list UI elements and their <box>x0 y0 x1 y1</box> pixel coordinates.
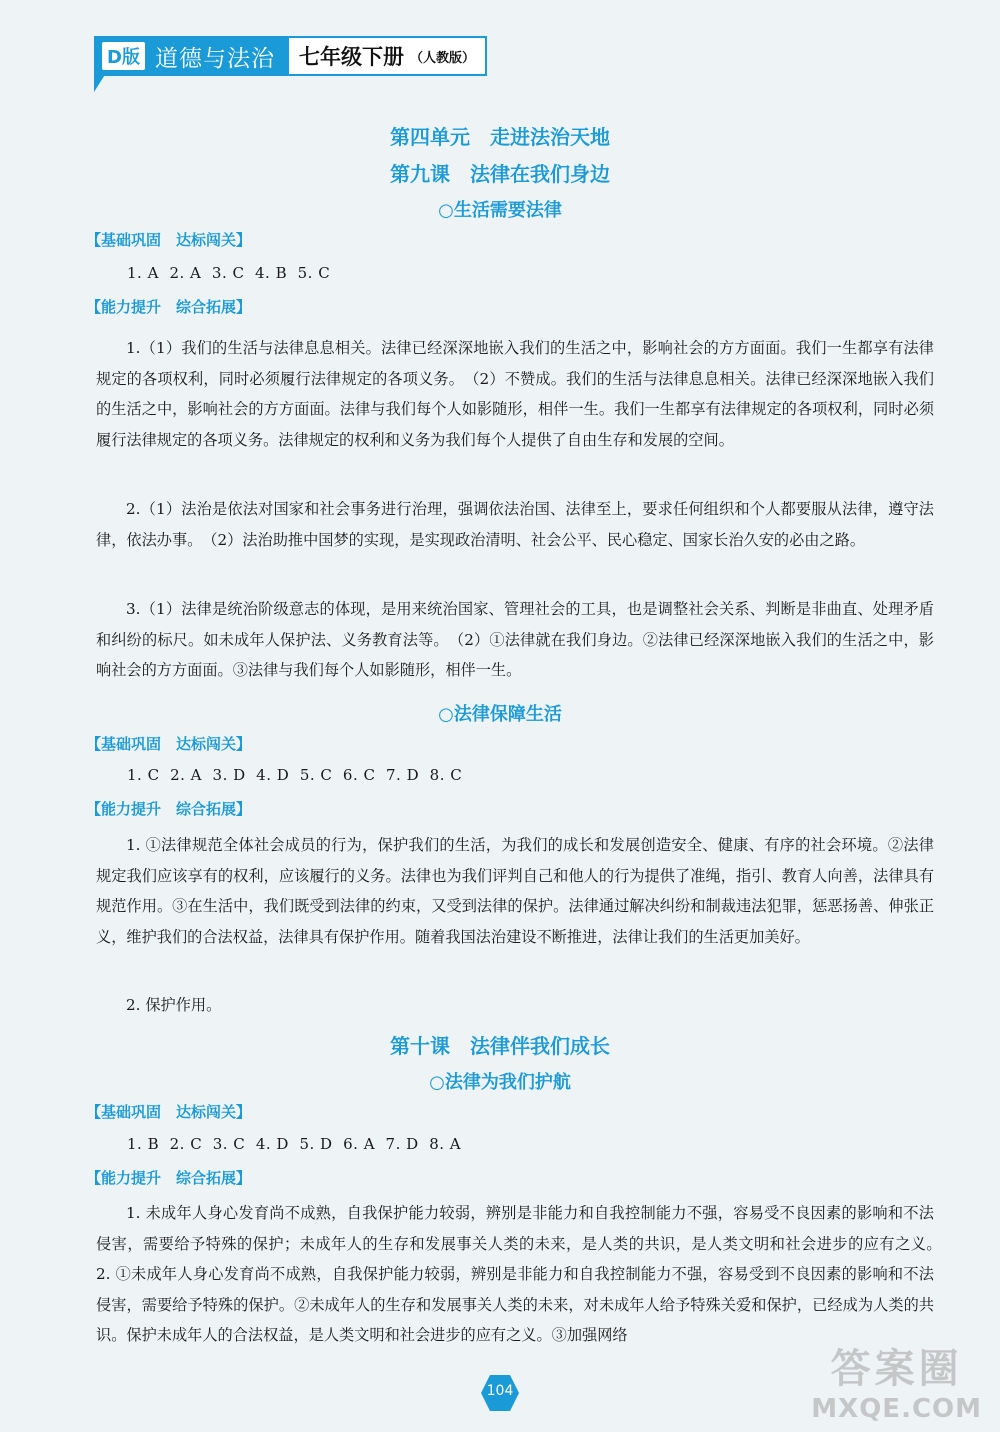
section-2-title: ○法律保障生活 <box>438 704 562 725</box>
section-3-paragraph-1: 1. 未成年人身心发育尚不成熟，自我保护能力较弱，辨别是非能力和自我控制能力不强，容易受不良因素的影响和不法侵害，需要给予特殊的保护；未成年人的生存和发展事关人类的未来，是人类的共识，是人类文明和社会进步的应有之义。 2. ①未成年人身心发育尚不成熟，自我保护能力较弱，辨别是非能力和自我控制能力不强，容易受到不良因素的影响和不法侵害，需要给予特殊的保护。②未成年人的生存和发展事关人类的未来，对未成年人给予特殊关爱和保护，已经成为人类的共识。保护未成年人的合法权益，是人类文明和社会进步的应有之义。③加强网络 <box>96 1204 950 1344</box>
page-number: 104 <box>486 1383 514 1399</box>
subject-title: 道德与法治 <box>154 45 275 72</box>
section-1-advanced-tag: 【能力提升 综合拓展】 <box>86 298 252 316</box>
section-3-basic-tag: 【基础巩固 达标闯关】 <box>86 1103 252 1121</box>
section-2-advanced-tag: 【能力提升 综合拓展】 <box>86 800 252 818</box>
grade-title: 七年级下册 <box>298 45 404 69</box>
section-1-paragraph-1: 1.（1）我们的生活与法律息息相关。法律已经深深地嵌入我们的生活之中，影响社会的方方面面。我们一生都享有法律规定的各项权利，同时必须履行法律规定的各项义务。 （2）不赞成。我们的生活与法律息息相关。法律已经深深地嵌入我们的生活之中，影响社会的方方面面。法律与我们每个人如影随形，相伴一生。我们一生都享有法律规定的各项权利，同时必须履行法律规定的各项义务。法律规定的权利和义务为我们每个人提供了自由生存和发展的空间。 <box>96 339 934 449</box>
section-1-paragraph-2: 2.（1）法治是依法对国家和社会事务进行治理，强调依法治国、法律至上，要求任何组织和个人都要服从法律，遵守法律，依法办事。 （2）法治助推中国梦的实现，是实现政治清明、社会公平、民心稳定、国家长治久安的必由之路。 <box>96 500 934 549</box>
section-3-advanced-tag: 【能力提升 综合拓展】 <box>86 1169 252 1187</box>
header-white-block <box>289 36 487 76</box>
section-1-title: ○生活需要法律 <box>438 200 562 221</box>
section-2-answers: 1. C 2. A 3. D 4. D 5. C 6. C 7. D 8. C <box>127 766 463 784</box>
section-2-paragraph-2: 2. 保护作用。 <box>126 996 222 1014</box>
header-banner <box>94 36 487 76</box>
section-3-answers: 1. B 2. C 3. C 4. D 5. D 6. A 7. D 8. A <box>127 1135 462 1153</box>
section-1-basic-tag: 【基础巩固 达标闯关】 <box>86 231 252 249</box>
lesson-10-title: 第十课 法律伴我们成长 <box>390 1034 610 1058</box>
unit-title: 第四单元 走进法治天地 <box>390 125 610 149</box>
header-blue-block <box>94 36 289 76</box>
section-2-paragraph-1: 1. ①法律规范全体社会成员的行为，保护我们的生活，为我们的成长和发展创造安全、健康、有序的社会环境。②法律规定我们应该享有的权利，应该履行的义务。法律也为我们评判自己和他人的行为提供了准绳，指引、教育人向善，法律具有规范作用。③在生活中，我们既受到法律的约束，又受到法律的保护。法律通过解决纠纷和制裁违法犯罪，惩恶扬善、伸张正义，维护我们的合法权益，法律具有保护作用。随着我国法治建设不断推进，法律让我们的生活更加美好。 <box>96 836 934 946</box>
section-3-title: ○法律为我们护航 <box>429 1072 571 1093</box>
watermark-line-1: 答案圈 <box>830 1346 963 1392</box>
edition-label: （人教版） <box>409 50 475 66</box>
section-1-answers: 1. A 2. A 3. C 4. B 5. C <box>127 264 331 282</box>
section-2-basic-tag: 【基础巩固 达标闯关】 <box>86 735 252 753</box>
watermark-line-2: MXQE.COM <box>811 1394 982 1424</box>
watermark <box>811 1337 982 1424</box>
edition-badge: D版 <box>102 42 145 70</box>
lesson-9-title: 第九课 法律在我们身边 <box>390 162 610 186</box>
page-number-badge <box>480 1374 520 1412</box>
section-1-paragraph-3: 3.（1）法律是统治阶级意志的体现，是用来统治国家、管理社会的工具，也是调整社会关系、判断是非曲直、处理矛盾和纠纷的标尺。如未成年人保护法、义务教育法等。 （2）①法律就在我们身边。②法律已经深深地嵌入我们的生活之中，影响社会的方方面面。③法律与我们每个人如影随形，相伴一生。 <box>96 600 934 679</box>
